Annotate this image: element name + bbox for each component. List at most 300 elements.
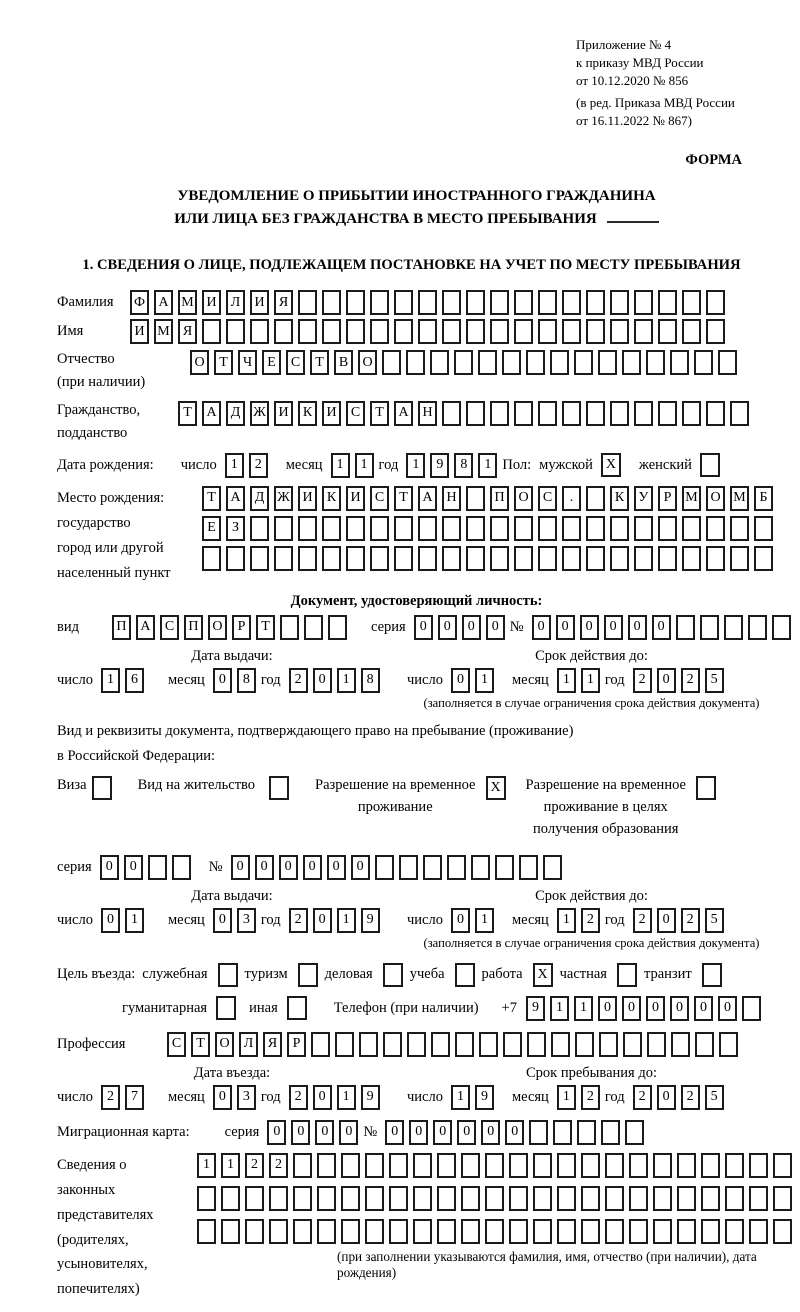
char-cell[interactable] bbox=[605, 1153, 624, 1178]
char-cell[interactable]: К bbox=[298, 401, 317, 426]
char-cell[interactable]: 7 bbox=[125, 1085, 144, 1110]
char-cell[interactable]: А bbox=[154, 290, 173, 315]
char-cell[interactable] bbox=[454, 350, 473, 375]
char-cell[interactable]: 5 bbox=[705, 1085, 724, 1110]
char-cell[interactable]: 0 bbox=[315, 1120, 334, 1145]
char-cell[interactable] bbox=[647, 1032, 666, 1057]
char-cell[interactable]: 1 bbox=[478, 453, 497, 478]
char-cell[interactable] bbox=[514, 546, 533, 571]
char-cell[interactable] bbox=[311, 1032, 330, 1057]
char-cell[interactable]: 9 bbox=[430, 453, 449, 478]
char-cell[interactable]: В bbox=[334, 350, 353, 375]
char-cell[interactable]: 0 bbox=[414, 615, 433, 640]
char-cell[interactable]: 2 bbox=[633, 668, 652, 693]
char-cell[interactable] bbox=[442, 546, 461, 571]
char-cell[interactable] bbox=[437, 1219, 456, 1244]
char-cell[interactable] bbox=[586, 319, 605, 344]
char-cell[interactable]: 0 bbox=[670, 996, 689, 1021]
char-cell[interactable] bbox=[202, 319, 221, 344]
char-cell[interactable] bbox=[298, 516, 317, 541]
char-cell[interactable] bbox=[322, 546, 341, 571]
char-cell[interactable] bbox=[658, 546, 677, 571]
char-cell[interactable] bbox=[431, 1032, 450, 1057]
char-cell[interactable]: 0 bbox=[462, 615, 481, 640]
char-cell[interactable]: 2 bbox=[681, 668, 700, 693]
char-cell[interactable]: 1 bbox=[197, 1153, 216, 1178]
char-cell[interactable]: 1 bbox=[221, 1153, 240, 1178]
char-cell[interactable]: 2 bbox=[289, 908, 308, 933]
char-cell[interactable] bbox=[742, 996, 761, 1021]
char-cell[interactable] bbox=[418, 516, 437, 541]
char-cell[interactable] bbox=[370, 290, 389, 315]
char-cell[interactable] bbox=[634, 319, 653, 344]
temp-residence-education-checkbox[interactable] bbox=[696, 776, 716, 800]
char-cell[interactable] bbox=[495, 855, 514, 880]
char-cell[interactable] bbox=[701, 1186, 720, 1211]
char-cell[interactable]: Л bbox=[239, 1032, 258, 1057]
char-cell[interactable]: С bbox=[538, 486, 557, 511]
char-cell[interactable]: Я bbox=[274, 290, 293, 315]
char-cell[interactable] bbox=[172, 855, 191, 880]
char-cell[interactable]: С bbox=[167, 1032, 186, 1057]
char-cell[interactable]: Р bbox=[287, 1032, 306, 1057]
char-cell[interactable]: 0 bbox=[657, 668, 676, 693]
char-cell[interactable] bbox=[543, 855, 562, 880]
char-cell[interactable]: 1 bbox=[557, 668, 576, 693]
char-cell[interactable] bbox=[509, 1186, 528, 1211]
char-cell[interactable] bbox=[442, 290, 461, 315]
char-cell[interactable] bbox=[335, 1032, 354, 1057]
char-cell[interactable]: О bbox=[706, 486, 725, 511]
char-cell[interactable] bbox=[706, 319, 725, 344]
char-cell[interactable] bbox=[695, 1032, 714, 1057]
char-cell[interactable] bbox=[341, 1186, 360, 1211]
char-cell[interactable] bbox=[304, 615, 323, 640]
char-cell[interactable] bbox=[557, 1153, 576, 1178]
purpose-tourism-checkbox[interactable] bbox=[298, 963, 318, 987]
char-cell[interactable] bbox=[706, 290, 725, 315]
char-cell[interactable]: 1 bbox=[451, 1085, 470, 1110]
char-cell[interactable] bbox=[581, 1186, 600, 1211]
char-cell[interactable]: О bbox=[208, 615, 227, 640]
char-cell[interactable]: Н bbox=[418, 401, 437, 426]
char-cell[interactable] bbox=[527, 1032, 546, 1057]
char-cell[interactable] bbox=[682, 319, 701, 344]
char-cell[interactable]: П bbox=[112, 615, 131, 640]
char-cell[interactable]: 6 bbox=[125, 668, 144, 693]
char-cell[interactable] bbox=[197, 1186, 216, 1211]
char-cell[interactable] bbox=[658, 516, 677, 541]
char-cell[interactable] bbox=[413, 1219, 432, 1244]
purpose-work-checkbox[interactable]: X bbox=[533, 963, 553, 987]
char-cell[interactable] bbox=[346, 546, 365, 571]
char-cell[interactable] bbox=[754, 516, 773, 541]
char-cell[interactable] bbox=[298, 290, 317, 315]
char-cell[interactable] bbox=[706, 516, 725, 541]
char-cell[interactable]: К bbox=[610, 486, 629, 511]
char-cell[interactable] bbox=[725, 1219, 744, 1244]
char-cell[interactable]: 0 bbox=[438, 615, 457, 640]
char-cell[interactable]: 2 bbox=[245, 1153, 264, 1178]
char-cell[interactable]: 9 bbox=[361, 908, 380, 933]
char-cell[interactable]: Ф bbox=[130, 290, 149, 315]
char-cell[interactable]: 8 bbox=[361, 668, 380, 693]
char-cell[interactable] bbox=[562, 290, 581, 315]
residence-permit-checkbox[interactable] bbox=[269, 776, 289, 800]
char-cell[interactable] bbox=[328, 615, 347, 640]
char-cell[interactable] bbox=[394, 546, 413, 571]
char-cell[interactable] bbox=[341, 1153, 360, 1178]
char-cell[interactable] bbox=[671, 1032, 690, 1057]
char-cell[interactable] bbox=[653, 1219, 672, 1244]
char-cell[interactable]: 0 bbox=[604, 615, 623, 640]
char-cell[interactable]: Н bbox=[442, 486, 461, 511]
char-cell[interactable]: 2 bbox=[289, 668, 308, 693]
char-cell[interactable]: 0 bbox=[646, 996, 665, 1021]
char-cell[interactable] bbox=[557, 1219, 576, 1244]
char-cell[interactable] bbox=[553, 1120, 572, 1145]
char-cell[interactable]: Я bbox=[178, 319, 197, 344]
char-cell[interactable] bbox=[346, 516, 365, 541]
char-cell[interactable] bbox=[485, 1153, 504, 1178]
char-cell[interactable]: 1 bbox=[225, 453, 244, 478]
char-cell[interactable] bbox=[538, 319, 557, 344]
char-cell[interactable]: О bbox=[190, 350, 209, 375]
char-cell[interactable]: 0 bbox=[313, 668, 332, 693]
char-cell[interactable] bbox=[370, 516, 389, 541]
char-cell[interactable] bbox=[658, 319, 677, 344]
char-cell[interactable] bbox=[317, 1186, 336, 1211]
char-cell[interactable]: Т bbox=[394, 486, 413, 511]
char-cell[interactable] bbox=[461, 1219, 480, 1244]
char-cell[interactable]: 0 bbox=[267, 1120, 286, 1145]
char-cell[interactable]: Ж bbox=[274, 486, 293, 511]
char-cell[interactable]: Я bbox=[263, 1032, 282, 1057]
char-cell[interactable]: 0 bbox=[303, 855, 322, 880]
purpose-private-checkbox[interactable] bbox=[617, 963, 637, 987]
char-cell[interactable] bbox=[365, 1186, 384, 1211]
char-cell[interactable] bbox=[490, 516, 509, 541]
char-cell[interactable]: Т bbox=[202, 486, 221, 511]
char-cell[interactable] bbox=[382, 350, 401, 375]
char-cell[interactable] bbox=[598, 350, 617, 375]
char-cell[interactable]: У bbox=[634, 486, 653, 511]
char-cell[interactable]: Д bbox=[226, 401, 245, 426]
char-cell[interactable] bbox=[514, 319, 533, 344]
char-cell[interactable] bbox=[599, 1032, 618, 1057]
char-cell[interactable] bbox=[269, 1186, 288, 1211]
char-cell[interactable]: 2 bbox=[581, 1085, 600, 1110]
char-cell[interactable]: Ч bbox=[238, 350, 257, 375]
char-cell[interactable] bbox=[653, 1186, 672, 1211]
char-cell[interactable] bbox=[677, 1153, 696, 1178]
char-cell[interactable] bbox=[293, 1219, 312, 1244]
char-cell[interactable]: А bbox=[202, 401, 221, 426]
char-cell[interactable] bbox=[581, 1153, 600, 1178]
char-cell[interactable]: 2 bbox=[269, 1153, 288, 1178]
char-cell[interactable] bbox=[274, 546, 293, 571]
char-cell[interactable] bbox=[274, 319, 293, 344]
char-cell[interactable]: 0 bbox=[313, 908, 332, 933]
gender-male-checkbox[interactable]: X bbox=[601, 453, 621, 477]
char-cell[interactable]: А bbox=[418, 486, 437, 511]
purpose-official-checkbox[interactable] bbox=[218, 963, 238, 987]
char-cell[interactable] bbox=[447, 855, 466, 880]
char-cell[interactable] bbox=[538, 516, 557, 541]
purpose-business-checkbox[interactable] bbox=[383, 963, 403, 987]
char-cell[interactable]: П bbox=[184, 615, 203, 640]
char-cell[interactable] bbox=[394, 290, 413, 315]
char-cell[interactable] bbox=[533, 1186, 552, 1211]
char-cell[interactable] bbox=[718, 350, 737, 375]
char-cell[interactable] bbox=[413, 1153, 432, 1178]
char-cell[interactable]: 0 bbox=[101, 908, 120, 933]
char-cell[interactable]: Р bbox=[232, 615, 251, 640]
char-cell[interactable]: И bbox=[298, 486, 317, 511]
char-cell[interactable] bbox=[245, 1186, 264, 1211]
char-cell[interactable] bbox=[437, 1186, 456, 1211]
char-cell[interactable]: 1 bbox=[406, 453, 425, 478]
char-cell[interactable]: 0 bbox=[255, 855, 274, 880]
char-cell[interactable] bbox=[682, 290, 701, 315]
char-cell[interactable] bbox=[437, 1153, 456, 1178]
char-cell[interactable] bbox=[490, 546, 509, 571]
char-cell[interactable]: 1 bbox=[337, 1085, 356, 1110]
char-cell[interactable]: 0 bbox=[486, 615, 505, 640]
char-cell[interactable] bbox=[550, 350, 569, 375]
char-cell[interactable] bbox=[466, 486, 485, 511]
char-cell[interactable] bbox=[754, 546, 773, 571]
char-cell[interactable]: 3 bbox=[237, 908, 256, 933]
char-cell[interactable] bbox=[748, 615, 767, 640]
char-cell[interactable]: 0 bbox=[481, 1120, 500, 1145]
char-cell[interactable] bbox=[622, 350, 641, 375]
char-cell[interactable] bbox=[586, 486, 605, 511]
char-cell[interactable] bbox=[479, 1032, 498, 1057]
char-cell[interactable] bbox=[466, 401, 485, 426]
char-cell[interactable] bbox=[629, 1219, 648, 1244]
char-cell[interactable]: 0 bbox=[657, 1085, 676, 1110]
char-cell[interactable]: 2 bbox=[681, 908, 700, 933]
char-cell[interactable] bbox=[773, 1186, 792, 1211]
char-cell[interactable]: 1 bbox=[581, 668, 600, 693]
char-cell[interactable] bbox=[701, 1153, 720, 1178]
char-cell[interactable] bbox=[634, 290, 653, 315]
char-cell[interactable] bbox=[317, 1153, 336, 1178]
char-cell[interactable] bbox=[383, 1032, 402, 1057]
char-cell[interactable] bbox=[634, 401, 653, 426]
char-cell[interactable] bbox=[701, 1219, 720, 1244]
char-cell[interactable] bbox=[677, 1186, 696, 1211]
char-cell[interactable] bbox=[370, 319, 389, 344]
char-cell[interactable]: 0 bbox=[100, 855, 119, 880]
char-cell[interactable] bbox=[706, 546, 725, 571]
char-cell[interactable] bbox=[250, 516, 269, 541]
char-cell[interactable]: 1 bbox=[101, 668, 120, 693]
char-cell[interactable]: 2 bbox=[289, 1085, 308, 1110]
purpose-other-checkbox[interactable] bbox=[287, 996, 307, 1020]
char-cell[interactable] bbox=[574, 350, 593, 375]
char-cell[interactable] bbox=[298, 546, 317, 571]
char-cell[interactable]: 2 bbox=[101, 1085, 120, 1110]
char-cell[interactable] bbox=[658, 290, 677, 315]
char-cell[interactable]: 1 bbox=[331, 453, 350, 478]
char-cell[interactable] bbox=[533, 1219, 552, 1244]
temp-residence-checkbox[interactable]: X bbox=[486, 776, 506, 800]
char-cell[interactable] bbox=[221, 1186, 240, 1211]
char-cell[interactable] bbox=[610, 319, 629, 344]
char-cell[interactable] bbox=[682, 546, 701, 571]
char-cell[interactable] bbox=[562, 516, 581, 541]
char-cell[interactable]: И bbox=[202, 290, 221, 315]
char-cell[interactable] bbox=[394, 516, 413, 541]
char-cell[interactable] bbox=[250, 319, 269, 344]
char-cell[interactable] bbox=[519, 855, 538, 880]
char-cell[interactable]: 0 bbox=[718, 996, 737, 1021]
char-cell[interactable]: 3 bbox=[237, 1085, 256, 1110]
char-cell[interactable] bbox=[773, 1219, 792, 1244]
char-cell[interactable] bbox=[725, 1186, 744, 1211]
char-cell[interactable] bbox=[719, 1032, 738, 1057]
char-cell[interactable] bbox=[442, 319, 461, 344]
char-cell[interactable]: 0 bbox=[622, 996, 641, 1021]
visa-checkbox[interactable] bbox=[92, 776, 112, 800]
char-cell[interactable] bbox=[202, 546, 221, 571]
char-cell[interactable]: 9 bbox=[475, 1085, 494, 1110]
char-cell[interactable]: 0 bbox=[351, 855, 370, 880]
char-cell[interactable] bbox=[700, 615, 719, 640]
char-cell[interactable]: 0 bbox=[580, 615, 599, 640]
char-cell[interactable]: 0 bbox=[409, 1120, 428, 1145]
char-cell[interactable]: И bbox=[274, 401, 293, 426]
purpose-humanitarian-checkbox[interactable] bbox=[216, 996, 236, 1020]
char-cell[interactable]: 0 bbox=[291, 1120, 310, 1145]
char-cell[interactable] bbox=[365, 1153, 384, 1178]
char-cell[interactable] bbox=[601, 1120, 620, 1145]
char-cell[interactable] bbox=[730, 516, 749, 541]
char-cell[interactable] bbox=[653, 1153, 672, 1178]
char-cell[interactable]: Е bbox=[202, 516, 221, 541]
char-cell[interactable] bbox=[466, 290, 485, 315]
char-cell[interactable] bbox=[677, 1219, 696, 1244]
char-cell[interactable] bbox=[317, 1219, 336, 1244]
char-cell[interactable] bbox=[634, 516, 653, 541]
char-cell[interactable]: 9 bbox=[361, 1085, 380, 1110]
char-cell[interactable] bbox=[749, 1153, 768, 1178]
char-cell[interactable]: 1 bbox=[475, 668, 494, 693]
char-cell[interactable] bbox=[461, 1153, 480, 1178]
char-cell[interactable] bbox=[442, 401, 461, 426]
char-cell[interactable]: 1 bbox=[337, 908, 356, 933]
char-cell[interactable]: 0 bbox=[451, 668, 470, 693]
char-cell[interactable] bbox=[538, 290, 557, 315]
char-cell[interactable] bbox=[394, 319, 413, 344]
purpose-study-checkbox[interactable] bbox=[455, 963, 475, 987]
char-cell[interactable] bbox=[485, 1219, 504, 1244]
char-cell[interactable] bbox=[406, 350, 425, 375]
char-cell[interactable] bbox=[625, 1120, 644, 1145]
char-cell[interactable] bbox=[725, 1153, 744, 1178]
char-cell[interactable] bbox=[514, 290, 533, 315]
char-cell[interactable] bbox=[551, 1032, 570, 1057]
char-cell[interactable]: 2 bbox=[681, 1085, 700, 1110]
char-cell[interactable] bbox=[359, 1032, 378, 1057]
char-cell[interactable] bbox=[586, 401, 605, 426]
char-cell[interactable]: Т bbox=[370, 401, 389, 426]
char-cell[interactable] bbox=[298, 319, 317, 344]
char-cell[interactable] bbox=[610, 516, 629, 541]
char-cell[interactable] bbox=[646, 350, 665, 375]
char-cell[interactable] bbox=[730, 546, 749, 571]
char-cell[interactable]: 0 bbox=[385, 1120, 404, 1145]
char-cell[interactable] bbox=[490, 290, 509, 315]
char-cell[interactable] bbox=[389, 1186, 408, 1211]
char-cell[interactable]: Л bbox=[226, 290, 245, 315]
char-cell[interactable] bbox=[586, 516, 605, 541]
char-cell[interactable] bbox=[430, 350, 449, 375]
char-cell[interactable]: П bbox=[490, 486, 509, 511]
char-cell[interactable] bbox=[502, 350, 521, 375]
char-cell[interactable]: А bbox=[226, 486, 245, 511]
char-cell[interactable] bbox=[610, 401, 629, 426]
char-cell[interactable]: 0 bbox=[213, 668, 232, 693]
char-cell[interactable] bbox=[407, 1032, 426, 1057]
char-cell[interactable]: И bbox=[346, 486, 365, 511]
char-cell[interactable]: М bbox=[178, 290, 197, 315]
char-cell[interactable] bbox=[526, 350, 545, 375]
char-cell[interactable]: 1 bbox=[574, 996, 593, 1021]
char-cell[interactable]: 0 bbox=[313, 1085, 332, 1110]
char-cell[interactable] bbox=[503, 1032, 522, 1057]
char-cell[interactable]: 1 bbox=[475, 908, 494, 933]
char-cell[interactable]: 0 bbox=[505, 1120, 524, 1145]
char-cell[interactable] bbox=[346, 290, 365, 315]
char-cell[interactable] bbox=[466, 546, 485, 571]
char-cell[interactable] bbox=[509, 1153, 528, 1178]
char-cell[interactable]: А bbox=[136, 615, 155, 640]
char-cell[interactable] bbox=[293, 1186, 312, 1211]
char-cell[interactable] bbox=[478, 350, 497, 375]
char-cell[interactable]: К bbox=[322, 486, 341, 511]
char-cell[interactable] bbox=[610, 546, 629, 571]
char-cell[interactable] bbox=[418, 546, 437, 571]
char-cell[interactable] bbox=[529, 1120, 548, 1145]
char-cell[interactable]: 0 bbox=[433, 1120, 452, 1145]
char-cell[interactable]: 2 bbox=[581, 908, 600, 933]
char-cell[interactable] bbox=[293, 1153, 312, 1178]
char-cell[interactable] bbox=[610, 290, 629, 315]
char-cell[interactable] bbox=[485, 1186, 504, 1211]
char-cell[interactable] bbox=[490, 401, 509, 426]
char-cell[interactable] bbox=[682, 401, 701, 426]
char-cell[interactable]: 8 bbox=[454, 453, 473, 478]
char-cell[interactable]: М bbox=[730, 486, 749, 511]
char-cell[interactable] bbox=[538, 546, 557, 571]
char-cell[interactable] bbox=[269, 1219, 288, 1244]
char-cell[interactable]: 1 bbox=[337, 668, 356, 693]
char-cell[interactable]: 1 bbox=[355, 453, 374, 478]
char-cell[interactable]: Ж bbox=[250, 401, 269, 426]
char-cell[interactable] bbox=[370, 546, 389, 571]
char-cell[interactable] bbox=[670, 350, 689, 375]
char-cell[interactable]: М bbox=[682, 486, 701, 511]
char-cell[interactable]: 0 bbox=[532, 615, 551, 640]
char-cell[interactable]: А bbox=[394, 401, 413, 426]
char-cell[interactable]: С bbox=[370, 486, 389, 511]
char-cell[interactable]: 0 bbox=[231, 855, 250, 880]
char-cell[interactable] bbox=[413, 1186, 432, 1211]
char-cell[interactable] bbox=[226, 546, 245, 571]
